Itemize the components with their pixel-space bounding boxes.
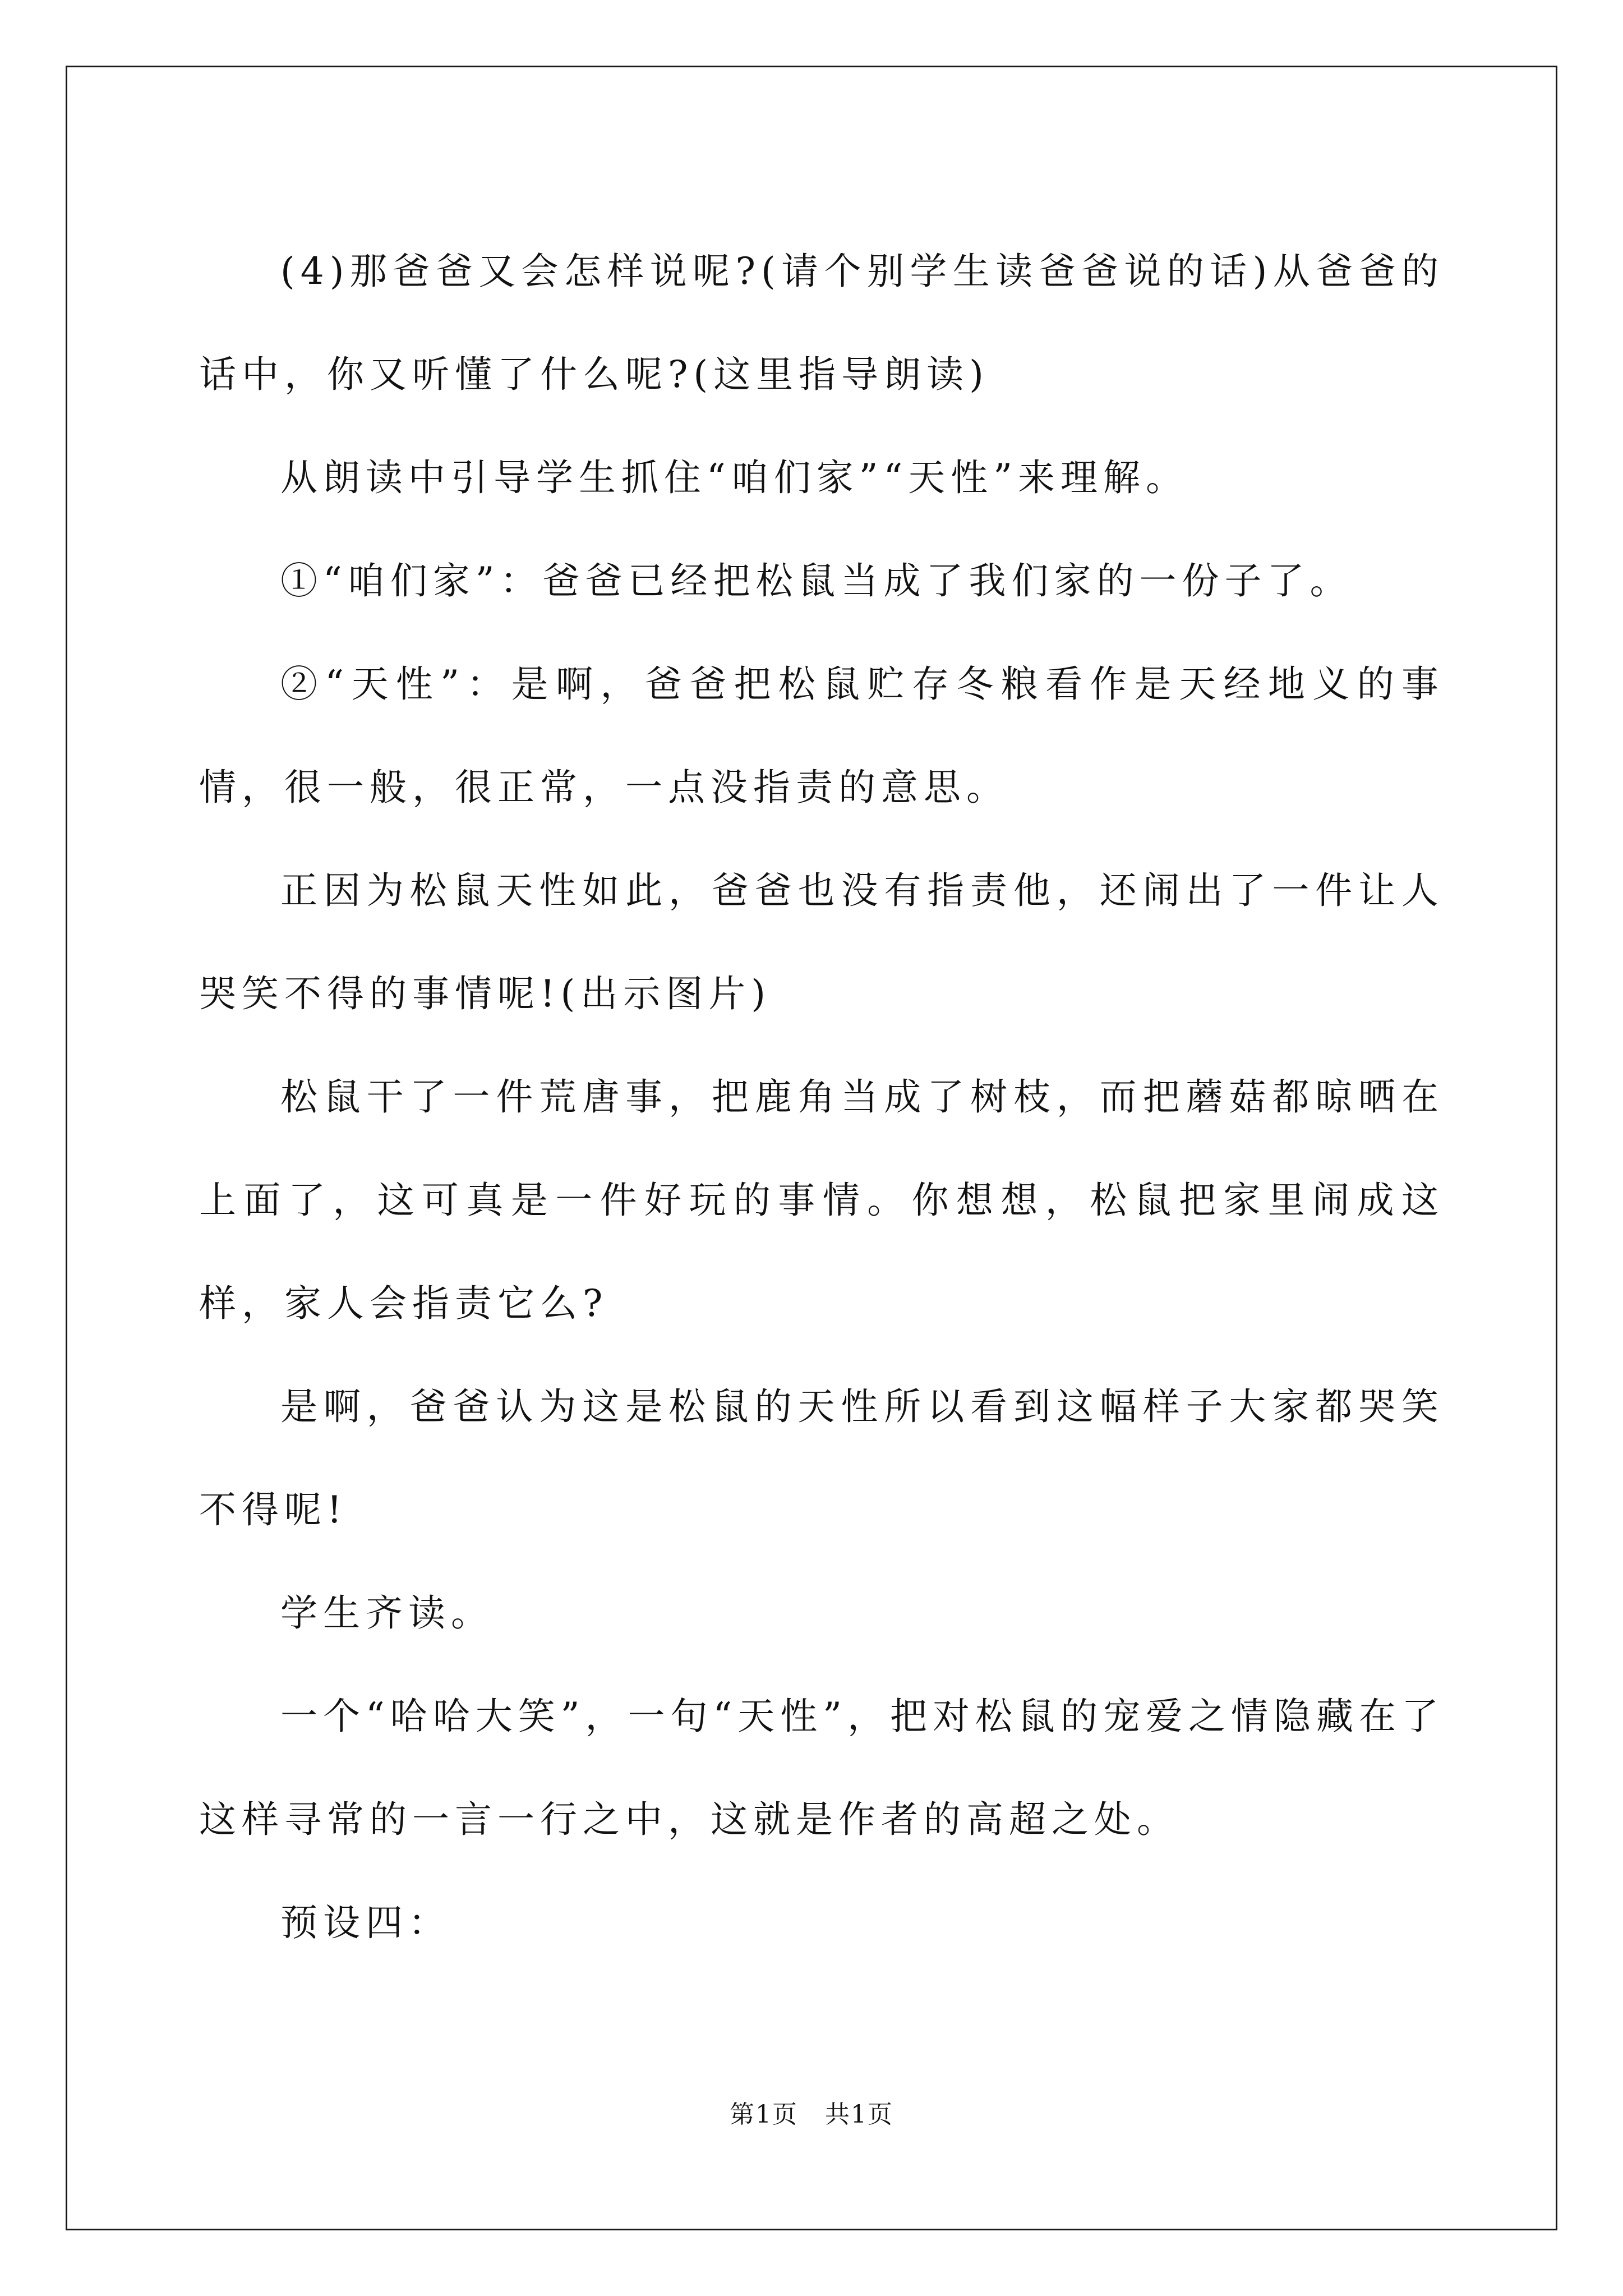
paragraph: 松鼠干了一件荒唐事，把鹿角当成了树枝，而把蘑菇都晾晒在上面了，这可真是一件好玩的事情。你想想，松鼠把家里闹成这样，家人会指责它么? [199,1075,1444,1325]
paragraph: ①“咱们家”：爸爸已经把松鼠当成了我们家的一份子了。 [280,559,1353,602]
paragraph: 是啊，爸爸认为这是松鼠的天性所以看到这幅样子大家都哭笑不得呢! [199,1385,1444,1531]
page-total: 共1页 [824,2100,893,2129]
paragraph: ②“天性”：是啊，爸爸把松鼠贮存冬粮看作是天经地义的事情，很一般，很正常，一点没指责的意思。 [199,662,1444,809]
page-footer [0,2098,1623,2132]
paragraph: 预设四： [280,1901,451,1944]
paragraph: 正因为松鼠天性如此，爸爸也没有指责他，还闹出了一件让人哭笑不得的事情呢!(出示图片) [199,869,1444,1015]
paragraph: 从朗读中引导学生抓住“咱们家”“天性”来理解。 [280,456,1188,499]
paragraph: (4)那爸爸又会怎样说呢?(请个别学生读爸爸说的话)从爸爸的话中，你又听懂了什么呢?(这里指导朗读) [199,250,1444,396]
document-body [199,220,1444,1975]
paragraph: 学生齐读。 [280,1591,494,1635]
paragraph: 一个“哈哈大笑”，一句“天性”，把对松鼠的宠爱之情隐藏在了这样寻常的一言一行之中，这就是作者的高超之处。 [199,1695,1444,1841]
page-number: 第1页 [730,2100,799,2129]
